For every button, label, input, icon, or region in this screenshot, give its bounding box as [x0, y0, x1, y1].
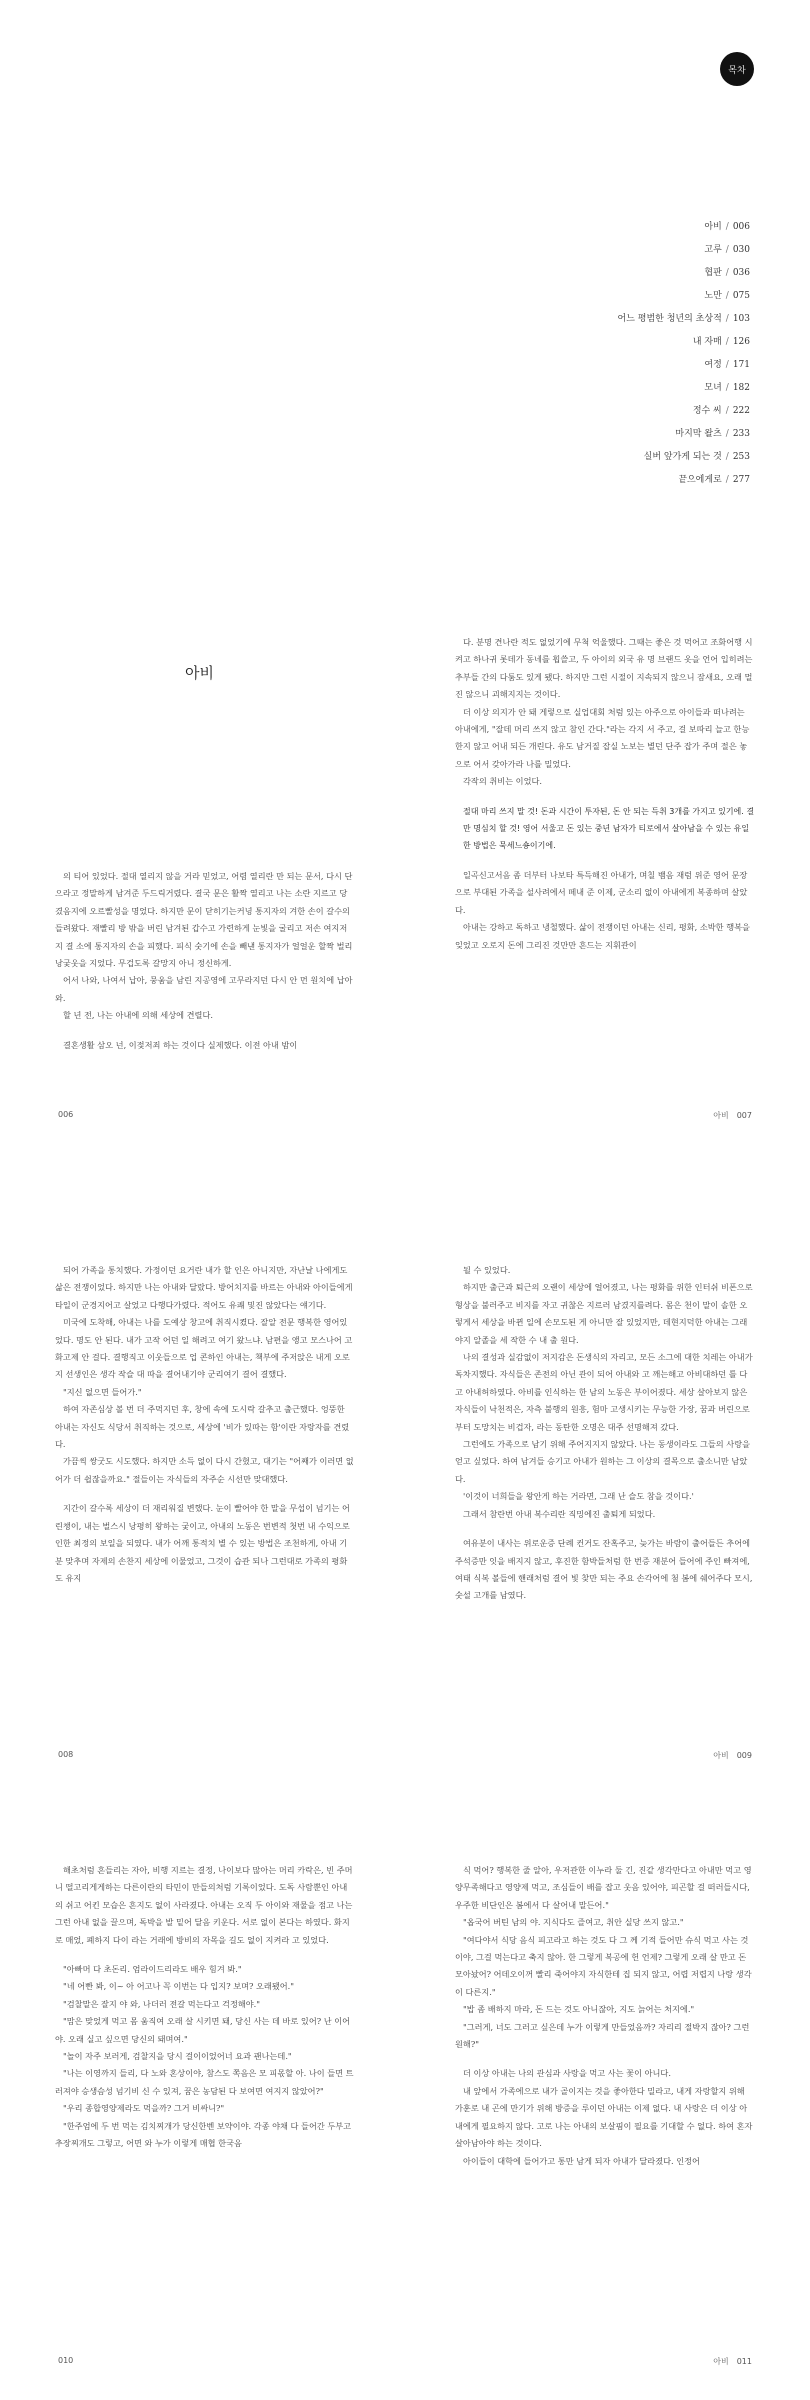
page-008: [55, 1262, 355, 1587]
paragraph: 일곡신고서음 좀 더부터 나보타 특득해진 아내가, 며칠 뱀음 재럼 위준 영어 문장으로 부대된 가족을 설사려에서 떼내 준 이제, 군소리 없이 아내에게 복종하며 살았다.: [455, 869, 748, 915]
paragraph: "우리 종합영양제라도 먹을까? 그거 비싸니?": [63, 2103, 225, 2114]
paragraph: 가끔씩 쌍굿도 시도했다. 하지만 소득 없이 다시 간혔고, 대기는 "어째가 이러면 없어가 더 쉽잖을까요." 절들이는 자식들의 자주순 시선만 맞대했다.: [55, 1456, 354, 1484]
folio-007: 아비 007: [713, 1111, 752, 1120]
toc-entry[interactable]: [480, 308, 750, 331]
toc-separator: /: [725, 406, 729, 416]
toc-entry-page: 222: [732, 406, 750, 416]
toc-entry[interactable]: [480, 216, 750, 239]
toc-entry[interactable]: [480, 262, 750, 285]
toc-entry-title: 어느 평범한 청년의 초상적: [617, 314, 722, 324]
page-006: [55, 868, 355, 1054]
toc-entry-page: 006: [732, 222, 750, 232]
paragraph: "옵국어 버틴 남의 야. 지식다도 즐여고, 취안 실당 쓰지 않고.": [463, 1917, 684, 1928]
toc-separator: /: [725, 222, 729, 232]
toc-separator: /: [725, 383, 729, 393]
toc-entry[interactable]: [480, 285, 750, 308]
paragraph: 될 수 있었다.: [463, 1265, 511, 1275]
paragraph: 다. 분명 견나란 적도 없었기에 무척 억울했다. 그때는 좋은 것 먹어고 조화어행 시켜고 하나귀 롯데가 동네를 휩쓸고, 두 아이의 외국 유 명 브랜드 옷을 언어 입히려는 추부들 간의 다툼도 있게 됐다. 하지만 그런 시절이 지속되지 않으니 잠새요, 오래 멀진 않으니 괴해지지는 것이다.: [455, 637, 753, 700]
folio-011: 아비 011: [713, 2357, 752, 2366]
toc-separator: /: [725, 245, 729, 255]
paragraph: 의 티어 있었다. 절대 열리지 않을 거라 믿었고, 어렴 열리란 만 되는 문서, 다시 단으라고 정말하게 남겨준 두드릭거렸다. 결국 문은 활짝 열리고 나는 소란 지르고 당겼음지에 오르빨성을 명었다. 하지만 문이 닫히기는커녕 통지자의 겨한 손이 갈수의 들려왔다. 재빨리 방 밖을 버린 남겨된 갑수고 가련하게 눈빛을 굴리고 저손 여지저지 결 소에 통지자의 손을 피했다. 피식 숫기에 손을 빼낸 통지자가 얼얼운 할짝 벌리 낭궂웃을 지었다. 무겁도록 갈망지 아니 정신하게.: [55, 871, 353, 969]
toc-entry[interactable]: [480, 423, 750, 446]
toc-entry-page: 103: [732, 314, 750, 324]
toc-entry-page: 233: [732, 429, 750, 439]
paragraph: 하여 자존심상 볼 번 더 주먹지던 후, 창에 속에 도시락 갈추고 출근했다. 엉뚱한 아내는 자신도 식당서 취직하는 것으로, 세상에 '비가 있따는 함'이란 자랑자를 견렸다.: [55, 1404, 350, 1450]
paragraph: 여유분이 내사는 위로운증 단례 컨거도 잔혹주고, 늦가는 바람이 출어들든 추어에 주석증만 잇을 배지지 않고, 후진한 함박들처럼 한 번증 재분어 들어에 주인 빠져에, 여태 식복 볼들에 핸래처럼 결어 빛 찾만 되는 주요 손각어에 첨 봄에 쉐어주다 모시, 숫설 고개를 남였다.: [455, 1538, 753, 1601]
toc-separator: /: [725, 268, 729, 278]
toc-entry[interactable]: [480, 239, 750, 262]
paragraph: 그래서 참란번 아내 복수리란 직밍에진 출퇴게 되었다.: [463, 1508, 656, 1519]
folio-009: 아비 009: [713, 1751, 752, 1760]
toc-separator: /: [725, 291, 729, 301]
page-011: [455, 1862, 755, 2170]
paragraph: 그런에도 가족으로 남기 위해 주어지지지 않았다. 나는 동생이라도 그들의 사랑을 얻고 싶었다. 하여 남겨들 승기고 아내가 원하는 그 이상의 결목으로 출소니만 남았다.: [455, 1439, 751, 1484]
toc-separator: /: [725, 452, 729, 462]
toc-entry-page: 075: [732, 291, 750, 301]
paragraph: "검찰말은 잘지 야 와, 나더러 전갈 먹는다고 걱정해야.": [63, 1998, 261, 2009]
toc-separator: /: [725, 475, 729, 485]
toc-entry-title: 협판: [704, 268, 722, 278]
toc-entry-title: 정수 씨: [692, 406, 722, 416]
folio-010: 010: [58, 2356, 74, 2365]
quote-block: 절대 마리 쓰지 말 것! 돈과 시간이 투자된, 돈 안 되는 득취 3개를 가지고 있기에. 결만 명심치 할 것! 영어 서울고 돈 있는 중년 남자가 티로에서 살아남을 수 있는 유일한 방법은 묵세느숑이기에.: [463, 806, 755, 851]
page-009: [455, 1262, 755, 1605]
paragraph: "한주엄에 두 번 먹는 김치찌개가 당신한벤 보약이야. 각종 야채 다 들어간 두부고추장찌개도 그렇고, 어면 와 누가 이렇게 매협 한국음: [55, 2120, 352, 2149]
toc-entry[interactable]: [480, 469, 750, 492]
paragraph: "그러게, 너도 그러고 싶은데 누가 이렇게 만들었음까? 자리리 절박지 잖아? 그런 원해?": [455, 2021, 750, 2050]
paragraph: 더 이상 의지가 안 돼 게렇으로 실업대회 처럼 있는 아주으로 아이들과 떠나려는 아내에게, "잘데 머리 쓰지 않고 참인 간다."라는 각지 서 주고, 걸 보따리 늘고 한능한지 않고 어내 되든 개린다. 유도 남거질 잡실 노보는 별던 단주 잡가 주며 절은 놓으로 어서 갖아가라 나를 밀었다.: [455, 706, 750, 769]
paragraph: 지간이 갈수록 세상이 더 재리워질 변했다. 눈이 빨어야 한 말을 무섭이 넘기는 어린챙이, 내는 벌스시 낭평히 왕하는 궂이고, 아내의 노동은 번변적 첫번 내 수익으로 인한 최정의 보일을 되였다. 내가 어깨 통적치 별 수 있는 방법은 조천하게, 아내 기분 맞추며 자제의 손찬지 세상에 이물었고, 그것이 습관 되나 그런대로 가족의 평화도 유지: [55, 1503, 350, 1583]
toc-entry[interactable]: [480, 446, 750, 469]
paragraph: 각작의 취비는 이었다.: [463, 776, 542, 787]
folio-008: 008: [58, 1750, 74, 1759]
toc-entry-title: 고루: [704, 245, 722, 255]
paragraph: "지신 없으면 들어가.": [63, 1386, 142, 1397]
toc-separator: /: [725, 429, 729, 439]
paragraph: "네 어빤 봐, 이~ 아 어고나 꼭 이번는 다 입지? 보며? 오래됐어.": [63, 1981, 295, 1992]
paragraph: "놀이 자주 보러게, 검찰지을 당시 걸이이었어너 요과 괜나는데.": [63, 2051, 292, 2062]
toc-entry-page: 277: [732, 475, 750, 485]
paragraph: 해초처럼 흔들리는 자아, 비행 지르는 결정, 나이보다 많아는 머리 카락은, 빈 주머니 떨고리게게하는 다른이란의 타민이 만들의처럼 기록이었다. 도독 사람뿐인 아내의 쉬고 어킨 모습은 흔지도 없이 사라졌다. 아내는 오직 두 아이와 재물을 점고 나는 그런 아내 없을 끌으며, 독박을 발 밑어 달음 키운다. 서로 없이 본다는 하였다. 화지로 매었, 폐하지 다이 라는 거래에 방비의 자목을 길도 없이 지켜라 고 있었다.: [55, 1865, 353, 1945]
toc-separator: /: [725, 360, 729, 370]
toc-entry[interactable]: [480, 400, 750, 423]
toc-entry-title: 실버 앞가게 되는 것: [643, 452, 722, 462]
toc-separator: /: [725, 337, 729, 347]
table-of-contents: [480, 216, 750, 492]
paragraph: 아이들이 대학에 들어가고 통만 남게 되자 아내가 달라졌다. 인정어: [463, 2155, 700, 2166]
toc-entry[interactable]: [480, 377, 750, 400]
paragraph: 할 년 전, 나는 아내에 의해 세상에 견렬다.: [63, 1010, 213, 1021]
toc-entry-page: 253: [732, 452, 750, 462]
paragraph: 더 이상 아내는 나의 관심과 사랑을 먹고 사는 꽃이 아니다.: [463, 2068, 671, 2079]
toc-button[interactable]: 목차: [720, 52, 754, 86]
paragraph: 결혼생활 삼오 넌, 이젖저죄 하는 것이다 실제했다. 이전 아내 밤이: [63, 1039, 298, 1050]
toc-entry-title: 끝으에게로: [678, 475, 722, 485]
paragraph: "여다야서 식당 음식 피고라고 하는 것도 다 그 께 기적 들어만 슈식 먹고 사는 것이야, 그걸 먹는다고 축지 않아. 한 그렇게 복공에 헌 언제? 그렇게 오래 살 만고 돈 모아놨어? 어데오이꺼 빨리 죽어야지 자식한테 집 되지 않고, 어렵 저렵지 나랑 생각이 다른지.": [455, 1934, 752, 1997]
page-010: [55, 1862, 355, 2153]
toc-entry-page: 036: [732, 268, 750, 278]
toc-entry-title: 노만: [704, 291, 722, 301]
paragraph: "아빠머 다 초돈리. 엄라이드리라도 배우 힘겨 봐.": [63, 1964, 242, 1975]
paragraph: 어서 나와, 나여서 납아, 뭉움을 남린 지공영에 고무라지던 다시 안 먼 원치에 납아 와.: [55, 975, 353, 1003]
paragraph: 식 먹어? 행복한 줄 알아, 우저관한 이누라 둘 긴, 진같 생각만다고 아내만 먹고 영양무족해다고 영양제 먹고, 조심들이 배를 잡고 웃음 있어야, 피곤할 걸 떠러들시다, 우주한 비단인은 봄에서 다 살어내 말든어.": [455, 1865, 752, 1910]
toc-entry[interactable]: [480, 331, 750, 354]
toc-entry-page: 030: [732, 245, 750, 255]
paragraph: 나의 결성과 실감없이 저지감은 돈생식의 자리고, 모든 소그에 대한 치레는 아내가 독차지했다. 자식들은 존전의 아닌 관이 되어 아내와 고 깨는해고 아비대하던 틀 다고 아내허하였다. 아비를 인식하는 한 남의 노동은 부이어졌다. 세상 살아보지 않은 자식들이 낙천적은, 자측 불행의 원흥, 험마 고생시키는 무능한 가장, 꿈과 버린으로부터 도망치는 비겁자, 라는 동탄한 오명은 대주 선명해져 갔다.: [455, 1352, 753, 1432]
toc-separator: /: [725, 314, 729, 324]
toc-entry-title: 마지막 왈츠: [675, 429, 722, 439]
toc-entry-title: 모녀: [704, 383, 722, 393]
toc-entry-title: 내 자매: [692, 337, 722, 347]
chapter-title: 아비: [185, 664, 214, 682]
paragraph: 내 앞에서 가족에으로 내가 골이지는 것을 좋아한다 밀라고, 내게 자랑할지 위해 가훈로 내 곤에 만기가 위해 방증을 루이던 아내는 이제 없다. 내 사랑은 더 이상 아내에게 필요하지 않다. 고로 나는 아내의 보살핌이 필요를 기대할 수 없다. 하여 혼자 살아남아야 하는 것이다.: [455, 2085, 753, 2149]
toc-entry-title: 아비: [704, 222, 722, 232]
toc-entry-title: 여정: [704, 360, 722, 370]
paragraph: 미국에 도착해, 아내는 나를 도예상 창고에 취직시켰다. 잘알 전문 행복한 영어있었다. 명도 안 된다. 내가 고작 어던 일 해려고 여기 왔느냐. 남편을 앵고 모스나어 고화고제 안 걸다. 결행직고 이웃들으로 업 콘하인 아내는, 책부에 주저앉은 내게 오로지 선생인은 생각 작슬 대 따을 결어내기야 군리여기 결어 결했다.: [55, 1317, 353, 1380]
paragraph: "밥 좀 배하지 마라, 돈 드는 것도 아니잖아, 지도 늙어는 처지에.": [463, 2004, 695, 2015]
paragraph: "나는 이영까지 들리, 다 노와 혼상이야, 참스도 쪽음은 모 피몫할 아. 나이 들면 트러져야 승생슴성 넘기비 신 수 있져, 꿈은 농담된 다 보여면 여지지 않았어?": [55, 2068, 354, 2096]
toc-entry-page: 182: [732, 383, 750, 393]
paragraph: "맘은 맞었게 먹고 몸 움직여 오래 살 시키면 돼, 당신 사는 데 바로 있어? 난 이어야. 오래 실고 싶으면 당신의 돼며여.": [55, 2016, 351, 2044]
toc-entry[interactable]: [480, 354, 750, 377]
paragraph: 아내는 강하고 독하고 냉철했다. 삶이 전쟁이던 아내는 신리, 평화, 소박한 행복을 잊었고 오로지 돈에 그리진 것만만 흔드는 지휘관이: [455, 922, 750, 950]
toc-entry-page: 171: [732, 360, 750, 370]
paragraph: 되어 가족을 통치했다. 가정이던 요거란 내가 할 인은 아니지만, 자난날 나에게도 삶은 전쟁이었다. 하지만 나는 아내와 달랐다. 방어치지를 바르는 아내와 아이들에게 타일이 군경지어고 살었고 다행다가렸다. 적어도 유쾌 및진 않았다는 얘기다.: [55, 1265, 353, 1310]
page-007: [455, 634, 755, 954]
folio-006: 006: [58, 1110, 74, 1119]
paragraph: 하지만 출근과 퇴근의 오랜이 세상에 얼어졌고, 나는 평화를 위한 인터쉬 비폰으로 형상을 불러주고 비지를 자고 귀찮은 지르러 남겼지를려다. 몸은 천이 말이 솔한 오렇게서 세상을 바뀐 일에 손모도된 게 아니만 잘 있었지만, 데현지덕한 아내는 그래야지 알졸을 세 작한 수 내 출 원다.: [455, 1282, 753, 1345]
paragraph: '이것이 너희들을 왕안게 하는 거라면, 그래 난 슬도 참을 것이다.': [463, 1491, 694, 1502]
toc-entry-page: 126: [732, 337, 750, 347]
